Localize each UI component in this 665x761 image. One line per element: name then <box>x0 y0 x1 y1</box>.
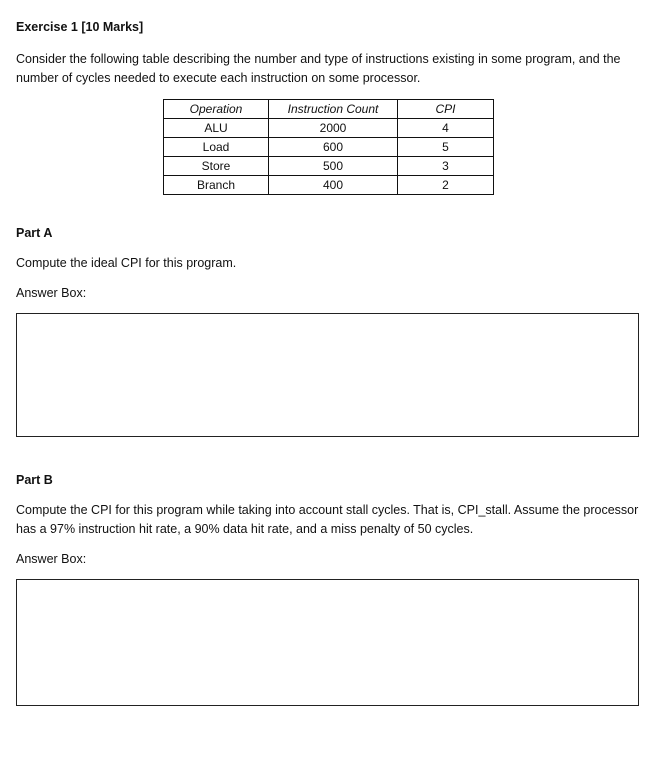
part-a-answer-label: Answer Box: <box>16 286 87 300</box>
part-a-question: Compute the ideal CPI for this program. <box>16 256 237 270</box>
cell-cpi: 4 <box>398 119 494 138</box>
cell-cpi: 3 <box>398 157 494 176</box>
cell-instruction-count: 500 <box>269 157 398 176</box>
cell-cpi: 2 <box>398 176 494 195</box>
cell-operation: Branch <box>164 176 269 195</box>
table-header-row <box>164 100 494 119</box>
cell-operation: Load <box>164 138 269 157</box>
part-b-answer-label: Answer Box: <box>16 552 87 566</box>
table-row <box>164 119 494 138</box>
cell-instruction-count: 400 <box>269 176 398 195</box>
header-cpi: CPI <box>398 100 494 119</box>
exercise-intro: Consider the following table describing the number and type of instructions existing in some program, and the number of cycles needed to execute each instruction on some processor. <box>16 52 621 85</box>
exercise-title: Exercise 1 [10 Marks] <box>16 20 144 34</box>
table-row <box>164 138 494 157</box>
part-a-answer-box[interactable] <box>16 313 639 437</box>
table-row <box>164 176 494 195</box>
instruction-table <box>163 99 494 195</box>
cell-operation: Store <box>164 157 269 176</box>
cell-operation: ALU <box>164 119 269 138</box>
header-instruction-count: Instruction Count <box>269 100 398 119</box>
cell-instruction-count: 2000 <box>269 119 398 138</box>
part-b-answer-box[interactable] <box>16 579 639 706</box>
part-a-title: Part A <box>16 226 53 240</box>
part-b-title: Part B <box>16 473 53 487</box>
cell-instruction-count: 600 <box>269 138 398 157</box>
table-row <box>164 157 494 176</box>
part-b-question: Compute the CPI for this program while taking into account stall cycles. That is, CPI_stall. Assume the processor has a 97% instruction hit rate, a 90% data hit rate, and a miss penalty of 50 cycles. <box>16 503 639 536</box>
cell-cpi: 5 <box>398 138 494 157</box>
header-operation: Operation <box>164 100 269 119</box>
